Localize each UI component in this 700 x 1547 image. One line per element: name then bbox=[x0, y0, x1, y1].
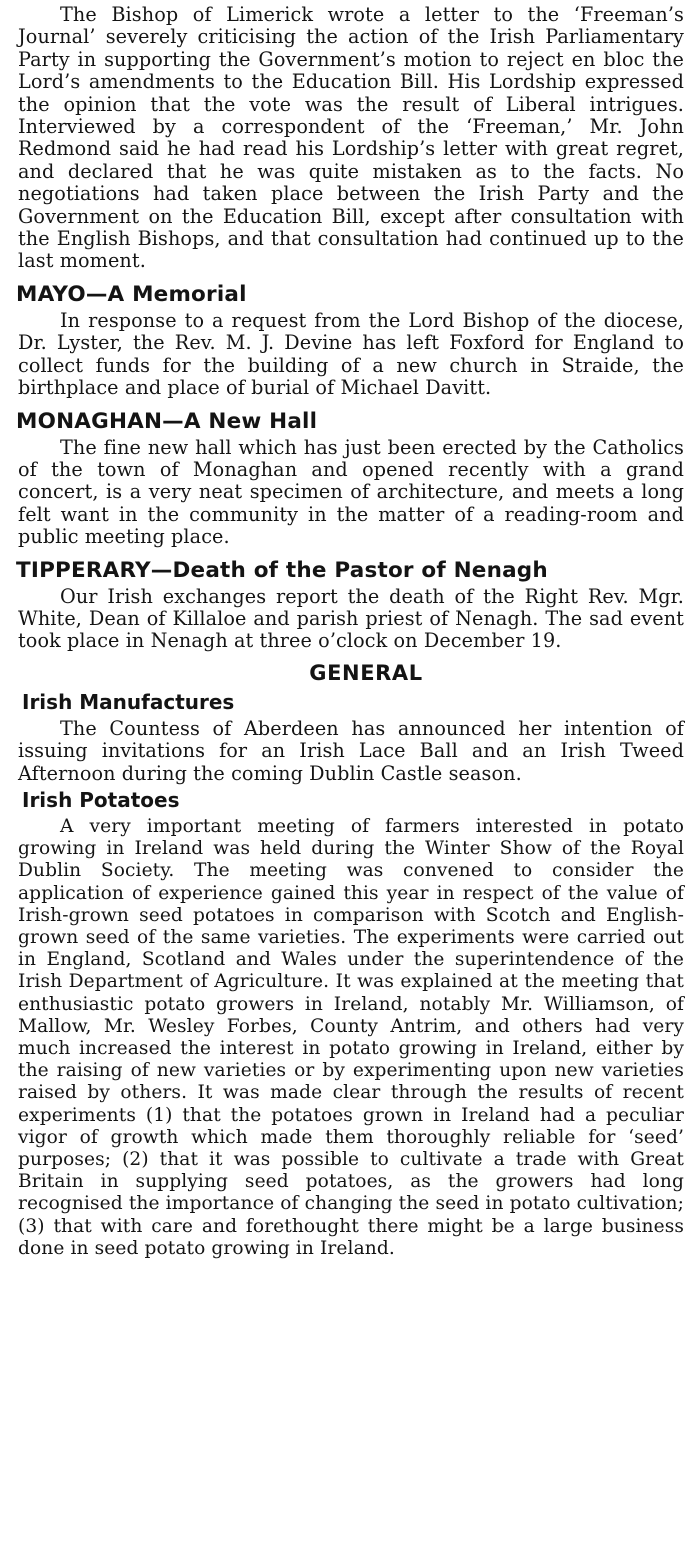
manufactures-heading: Irish Manufactures bbox=[22, 689, 235, 714]
monaghan-paragraph: The fine new hall which has just been erected by the Catholics of the town of Monaghan and opened recently with a grand concert, is a very neat specimen of architecture, and meets a long felt want in the community in the matter of a reading-room and public meeting place. bbox=[18, 435, 684, 549]
monaghan-heading: MONAGHAN—A New Hall bbox=[16, 408, 318, 434]
potatoes-heading: Irish Potatoes bbox=[22, 787, 180, 812]
general-section-heading: GENERAL bbox=[309, 660, 423, 685]
tipperary-heading: TIPPERARY—Death of the Pastor of Nenagh bbox=[16, 557, 548, 583]
manufactures-paragraph: The Countess of Aberdeen has announced her intention of issuing invitations for an Irish Lace Ball and an Irish Tweed Afternoon during the coming Dublin Castle season. bbox=[18, 716, 684, 785]
intro-paragraph: The Bishop of Limerick wrote a letter to the ‘Freeman’s Journal’ severely criticising the action of the Irish Parliamentary Party in supporting the Government’s motion to reject en bloc the Lord’s amendments to the Education Bill. His Lordship expressed the opinion that the vote was the result of Liberal intrigues. Interviewed by a correspondent of the ‘Freeman,’ Mr. John Redmond said he had read his Lordship’s letter with great regret, and declared that he was quite mistaken as to the facts. No negotiations had taken place between the Irish Party and the Government on the Education Bill, except after consultation with the English Bishops, and that consultation had continued up to the last moment. bbox=[18, 3, 684, 273]
tipperary-paragraph: Our Irish exchanges report the death of the Right Rev. Mgr. White, Dean of Killaloe and parish priest of Nenagh. The sad event took place in Nenagh at three o’clock on December 19. bbox=[18, 584, 684, 653]
mayo-heading: MAYO—A Memorial bbox=[16, 281, 247, 307]
potatoes-paragraph: A very important meeting of farmers interested in potato growing in Ireland was held during the Winter Show of the Royal Dublin Society. The meeting was convened to consider the application of experience gained this year in respect of the value of Irish-grown seed potatoes in comparison with Scotch and English-grown seed of the same varieties. The experiments were carried out in England, Scotland and Wales under the superintendence of the Irish Department of Agriculture. It was explained at the meeting that enthusiastic potato growers in Ireland, notably Mr. Williamson, of Mallow, Mr. Wesley Forbes, County Antrim, and others had very much increased the interest in potato growing in Ireland, either by the raising of new varieties or by experimenting upon new varieties raised by others. It was made clear through the results of recent experiments (1) that the potatoes grown in Ireland had a peculiar vigor of growth which made them thoroughly reliable for ‘seed’ purposes; (2) that it was possible to cultivate a trade with Great Britain in supplying seed potatoes, as the growers had long recognised the importance of changing the seed in potato cultivation; (3) that with care and forethought there might be a large business done in seed potato growing in Ireland. bbox=[18, 815, 684, 1259]
mayo-paragraph: In response to a request from the Lord Bishop of the diocese, Dr. Lyster, the Rev. M. J. Devine has left Foxford for England to collect funds for the building of a new church in Straide, the birthplace and place of burial of Michael Davitt. bbox=[18, 308, 684, 400]
article-column bbox=[18, 4, 684, 1260]
